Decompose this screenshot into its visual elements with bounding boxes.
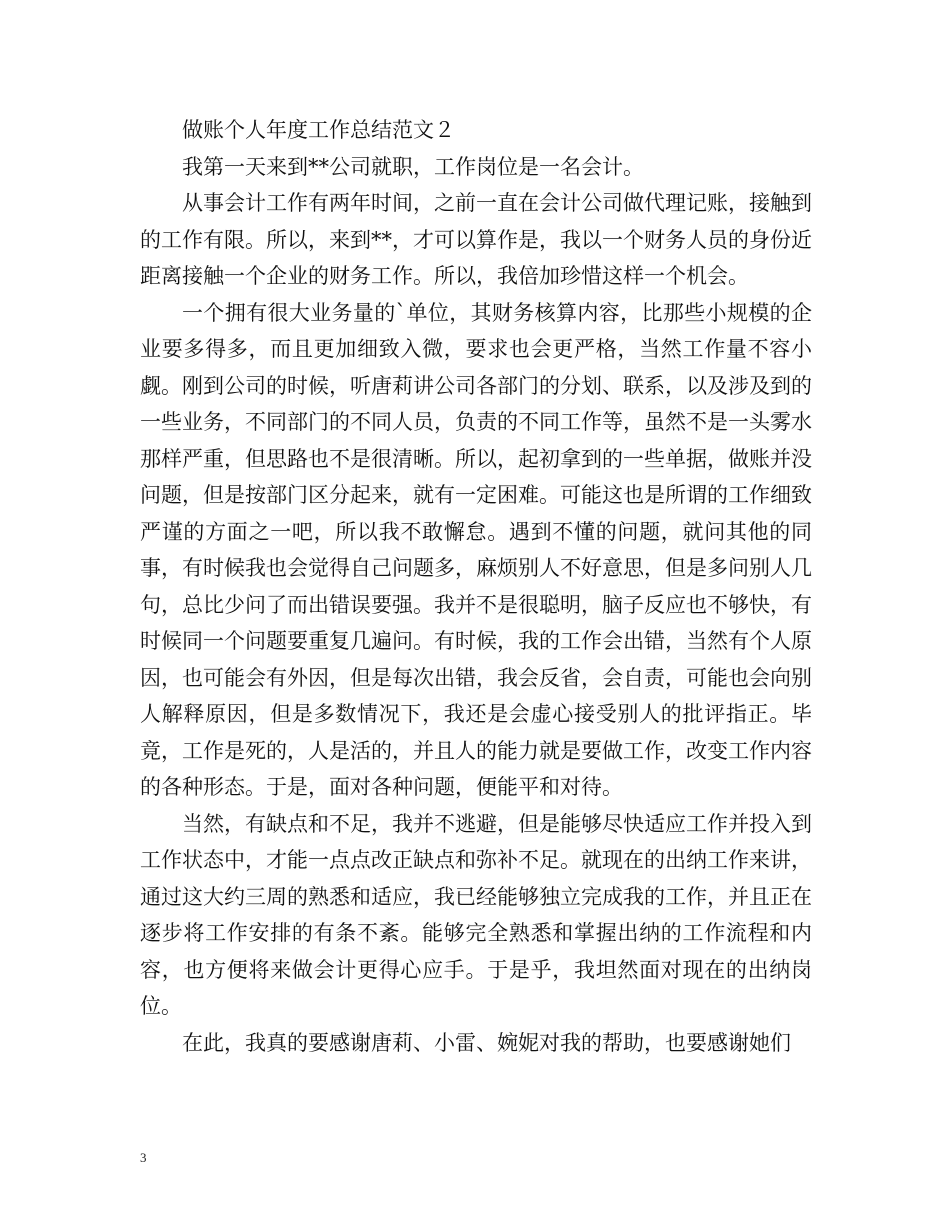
- paragraph-3: 一个拥有很大业务量的`单位，其财务核算内容，比那些小规模的企业要多得多，而且更加细致入微，要求也会更严格，当然工作量不容小觑。刚到公司的时候，听唐莉讲公司各部门的分划、联系，以及涉及到的一些业务，不同部门的不同人员，负责的不同工作等，虽然不是一头雾水那样严重，但思路也不是很清晰。所以，起初拿到的一些单据，做账并没问题，但是按部门区分起来，就有一定困难。可能这也是所谓的工作细致严谨的方面之一吧，所以我不敢懈怠。遇到不懂的问题，就问其他的同事，有时候我也会觉得自己问题多，麻烦别人不好意思，但是多问别人几句，总比少问了而出错误要强。我并不是很聪明，脑子反应也不够快，有时候同一个问题要重复几遍问。有时候，我的工作会出错，当然有个人原因，也可能会有外因，但是每次出错，我会反省，会自责，可能也会向别人解释原因，但是多数情况下，我还是会虚心接受别人的批评指正。毕竟，工作是死的，人是活的，并且人的能力就是要做工作，改变工作内容的各种形态。于是，面对各种问题，便能平和对待。: [140, 300, 812, 799]
- document-body: [140, 112, 812, 1061]
- paragraph-1: 我第一天来到**公司就职，工作岗位是一名会计。: [182, 154, 644, 179]
- page-number: 3: [140, 1150, 147, 1165]
- paragraph-5: 在此，我真的要感谢唐莉、小雷、婉妮对我的帮助，也要感谢她们: [182, 1030, 791, 1055]
- paragraph-4: 当然，有缺点和不足，我并不逃避，但是能够尽快适应工作并投入到工作状态中，才能一点点改正缺点和弥补不足。就现在的出纳工作来讲，通过这大约三周的熟悉和适应，我已经能够独立完成我的工作，并且正在逐步将工作安排的有条不紊。能够完全熟悉和掌握出纳的工作流程和内容，也方便将来做会计更得心应手。于是乎，我坦然面对现在的出纳岗位。: [140, 811, 812, 1018]
- document-title: 做账个人年度工作总结范文２: [182, 118, 455, 142]
- paragraph-2: 从事会计工作有两年时间，之前一直在会计公司做代理记账，接触到的工作有限。所以，来到**，才可以算作是，我以一个财务人员的身份近距离接触一个企业的财务工作。所以，我倍加珍惜这样一个机会。: [140, 191, 812, 288]
